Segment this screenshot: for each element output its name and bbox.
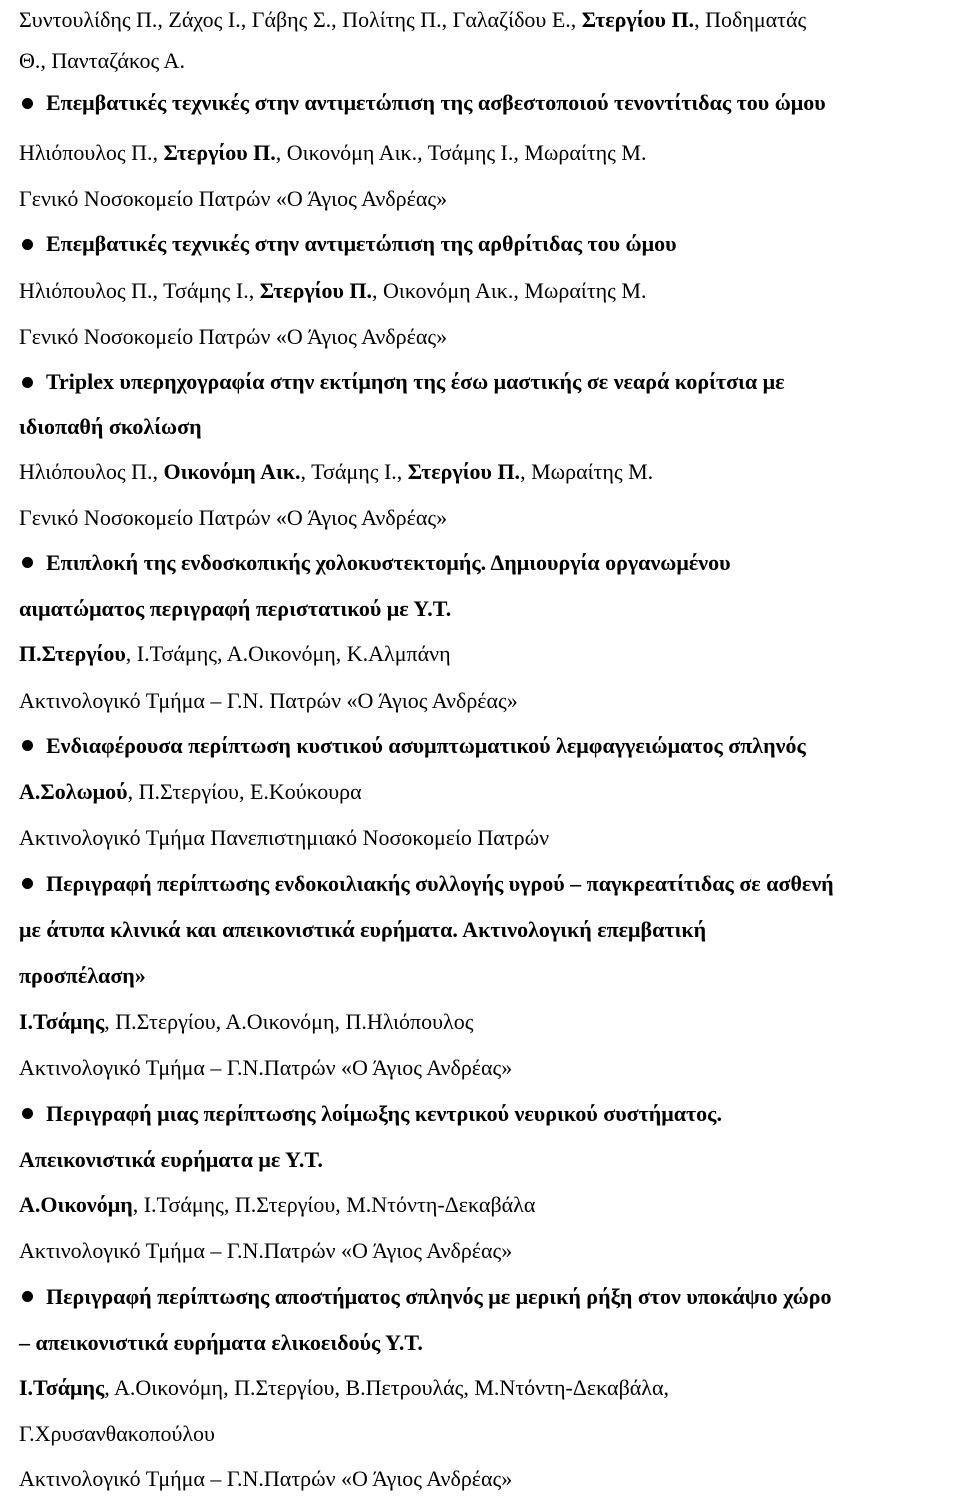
- author-line: Ι.Τσάμης, Π.Στεργίου, Α.Οικονόμη, Π.Ηλιόπουλος: [19, 1009, 474, 1034]
- entry-title: ιδιοπαθή σκολίωση: [19, 414, 202, 439]
- author-line: Ηλιόπουλος Π., Τσάμης Ι., Στεργίου Π., Οικονόμη Αικ., Μωραίτης Μ.: [19, 278, 647, 303]
- affiliation: Γενικό Νοσοκομείο Πατρών «Ο Άγιος Ανδρέας»: [19, 324, 448, 349]
- affiliation: Γενικό Νοσοκομείο Πατρών «Ο Άγιος Ανδρέας»: [19, 186, 448, 211]
- entry-title: Επεμβατικές τεχνικές στην αντιμετώπιση της ασβεστοποιού τενοντίτιδας του ώμου: [46, 90, 826, 115]
- author-line: Ηλιόπουλος Π., Στεργίου Π., Οικονόμη Αικ., Τσάμης Ι., Μωραίτης Μ.: [19, 140, 647, 165]
- bullet-icon: [22, 557, 33, 568]
- author-line: Α.Οικονόμη, Ι.Τσάμης, Π.Στεργίου, Μ.Ντόντη-Δεκαβάλα: [19, 1192, 536, 1217]
- affiliation: Ακτινολογικό Τμήμα – Γ.Ν.Πατρών «Ο Άγιος Ανδρέας»: [19, 1238, 513, 1263]
- entry-title: Επεμβατικές τεχνικές στην αντιμετώπιση της αρθρίτιδας του ώμου: [46, 231, 677, 256]
- author-line: Θ., Πανταζάκος Α.: [19, 48, 185, 73]
- entry-title: με άτυπα κλινικά και απεικονιστικά ευρήματα. Ακτινολογική επεμβατική: [19, 917, 707, 942]
- bullet-icon: [22, 1291, 33, 1302]
- affiliation: Ακτινολογικό Τμήμα – Γ.Ν.Πατρών «Ο Άγιος Ανδρέας»: [19, 1055, 513, 1080]
- entry-title: – απεικονιστικά ευρήματα ελικοειδούς Υ.Τ.: [19, 1330, 423, 1355]
- entry-title: Ενδιαφέρουσα περίπτωση κυστικού ασυμπτωματικού λεμφαγγειώματος σπληνός: [46, 733, 806, 758]
- entry-title: Περιγραφή μιας περίπτωσης λοίμωξης κεντρικού νευρικού συστήματος.: [46, 1101, 722, 1126]
- affiliation: Ακτινολογικό Τμήμα – Γ.Ν. Πατρών «Ο Άγιος Ανδρέας»: [19, 688, 518, 713]
- author-line: Γ.Χρυσανθακοπούλου: [19, 1421, 215, 1446]
- author-line: Α.Σολωμού, Π.Στεργίου, Ε.Κούκουρα: [19, 779, 362, 804]
- affiliation: Ακτινολογικό Τμήμα – Γ.Ν.Πατρών «Ο Άγιος Ανδρέας»: [19, 1466, 513, 1491]
- entry-title: Περιγραφή περίπτωσης ενδοκοιλιακής συλλογής υγρού – παγκρεατίτιδας σε ασθενή: [46, 871, 834, 896]
- entry-title: Triplex υπερηχογραφία στην εκτίμηση της έσω μαστικής σε νεαρά κορίτσια με: [46, 369, 785, 394]
- entry-title: προσπέλαση»: [19, 963, 146, 988]
- bullet-icon: [22, 98, 33, 109]
- author-line: Συντουλίδης Π., Ζάχος Ι., Γάβης Σ., Πολίτης Π., Γαλαζίδου Ε., Στεργίου Π., Ποδηματάς: [19, 7, 807, 32]
- author-line: Ηλιόπουλος Π., Οικονόμη Αικ., Τσάμης Ι., Στεργίου Π., Μωραίτης Μ.: [19, 459, 654, 484]
- author-line: Ι.Τσάμης, Α.Οικονόμη, Π.Στεργίου, Β.Πετρουλάς, Μ.Ντόντη-Δεκαβάλα,: [19, 1375, 669, 1400]
- affiliation: Γενικό Νοσοκομείο Πατρών «Ο Άγιος Ανδρέας»: [19, 505, 448, 530]
- bullet-icon: [22, 377, 33, 388]
- entry-title: Περιγραφή περίπτωσης αποστήματος σπληνός με μερική ρήξη στον υποκάψιο χώρο: [46, 1284, 832, 1309]
- affiliation: Ακτινολογικό Τμήμα Πανεπιστημιακό Νοσοκομείο Πατρών: [19, 825, 550, 850]
- bullet-icon: [22, 1108, 33, 1119]
- bullet-icon: [22, 740, 33, 751]
- entry-title: αιματώματος περιγραφή περιστατικού με Υ.Τ.: [19, 596, 452, 621]
- bullet-icon: [22, 878, 33, 889]
- bullet-icon: [22, 239, 33, 250]
- entry-title: Απεικονιστικά ευρήματα με Υ.Τ.: [19, 1147, 323, 1172]
- entry-title: Επιπλοκή της ενδοσκοπικής χολοκυστεκτομής. Δημιουργία οργανωμένου: [46, 550, 731, 575]
- author-line: Π.Στεργίου, Ι.Τσάμης, Α.Οικονόμη, Κ.Αλμπάνη: [19, 641, 451, 666]
